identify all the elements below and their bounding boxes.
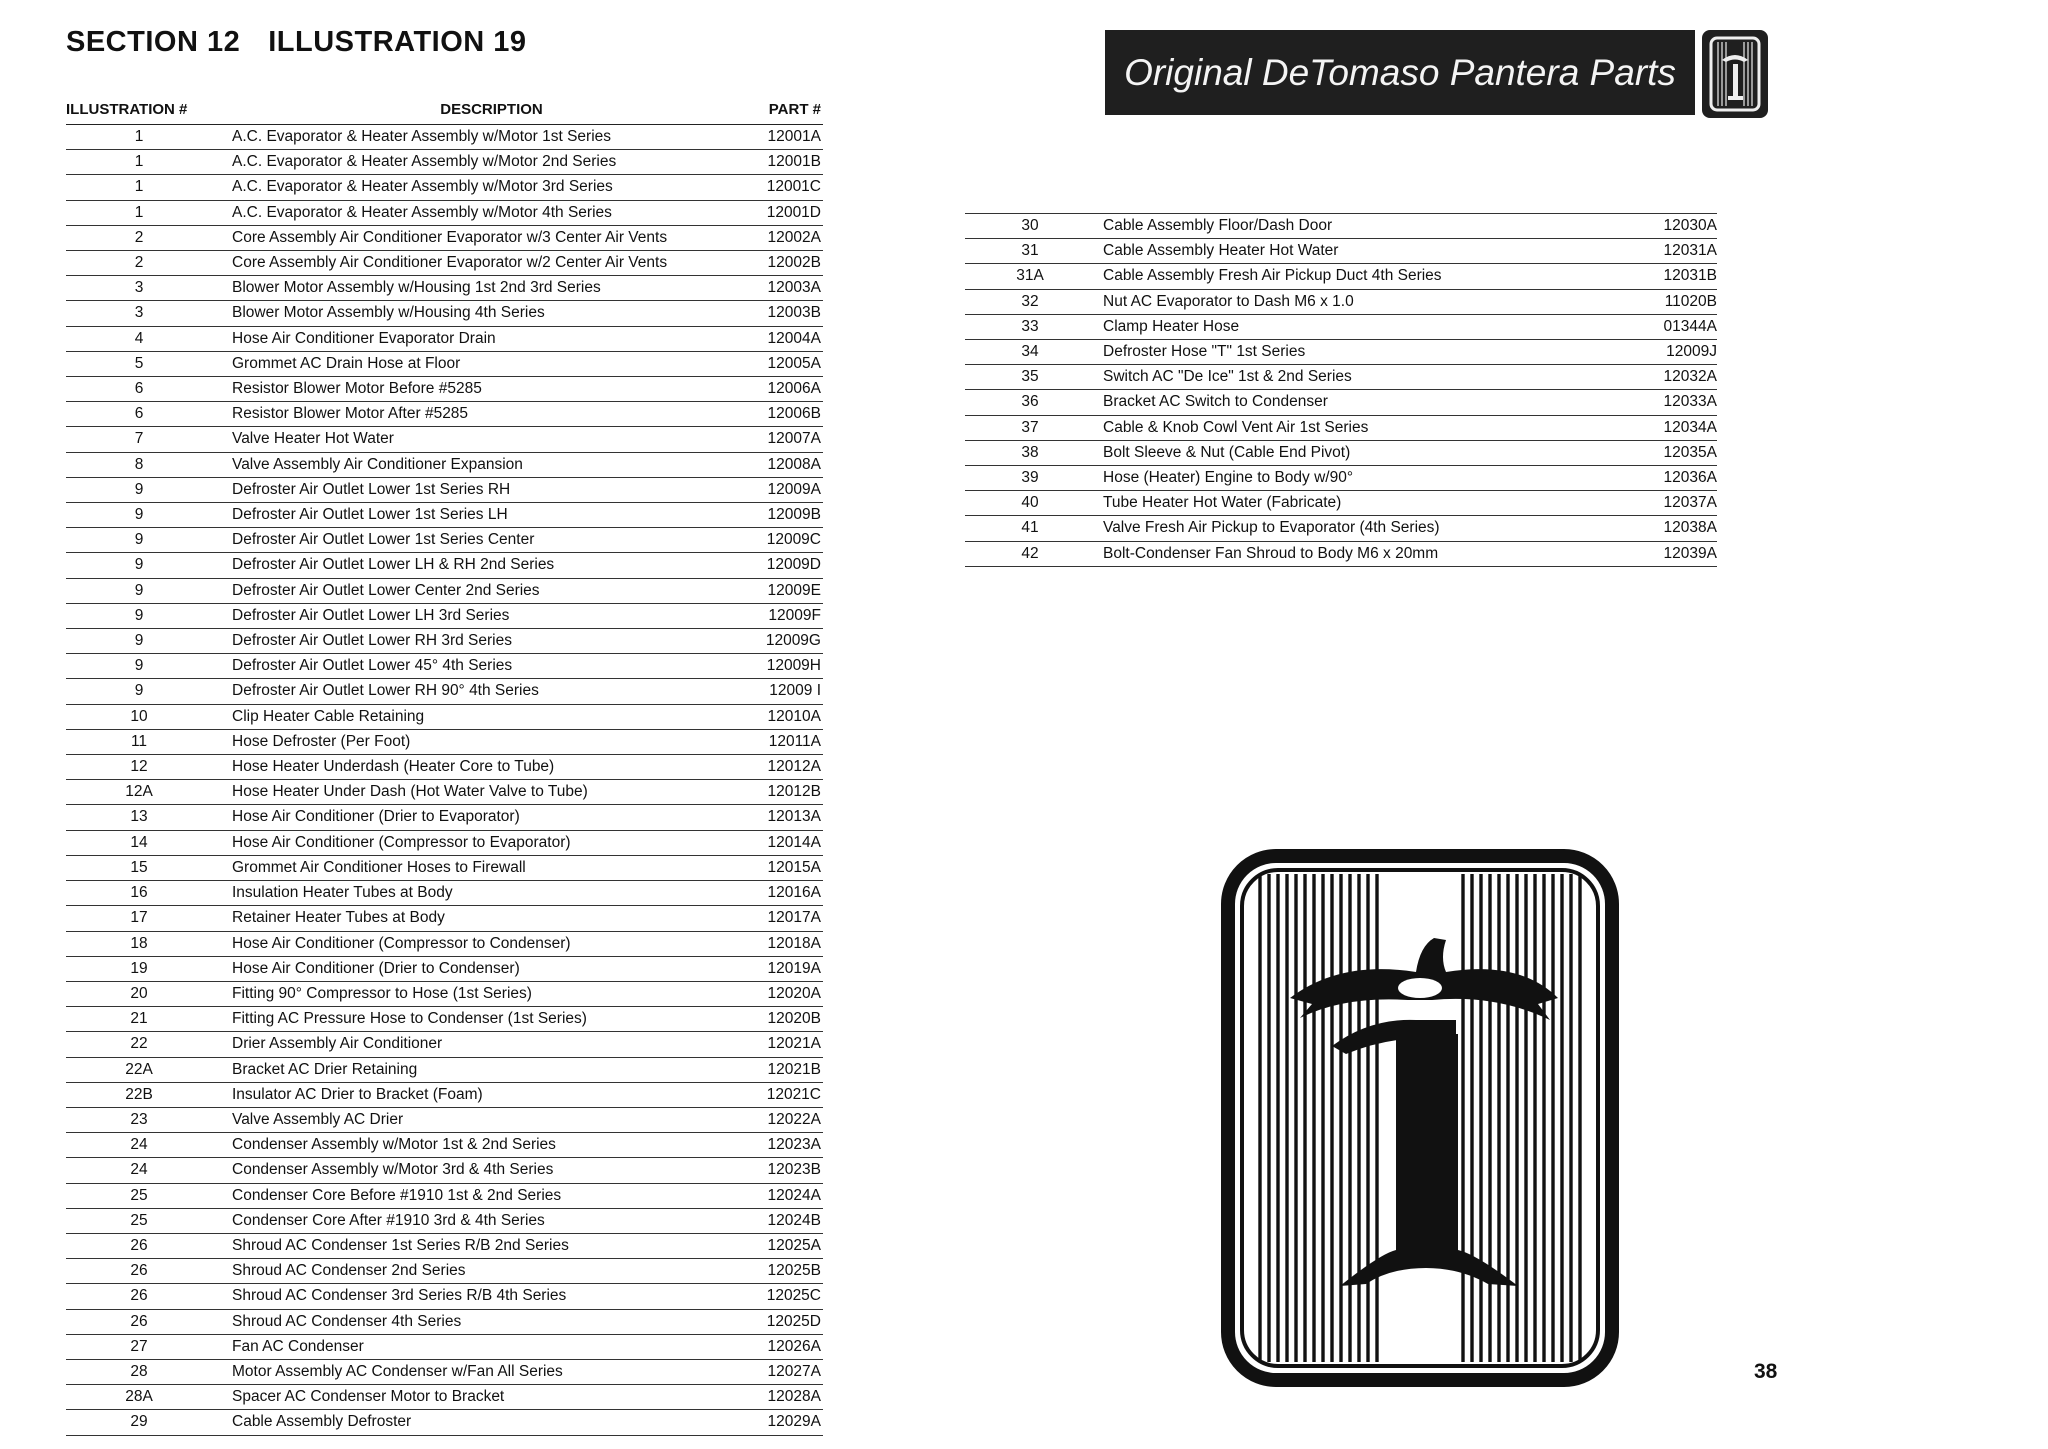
part-description: Grommet Air Conditioner Hoses to Firewall [226,855,757,880]
table-row [66,679,823,704]
part-number: 12002A [757,225,823,250]
illustration-number: 1 [66,125,226,150]
detomaso-emblem-icon [1702,30,1768,118]
table-row [66,755,823,780]
table-row [66,1107,823,1132]
table-row [66,1284,823,1309]
table-row [66,830,823,855]
part-number: 12009D [757,553,823,578]
part-description: Defroster Hose "T" 1st Series [1095,340,1653,365]
part-number: 12026A [757,1334,823,1359]
illustration-number: 9 [66,629,226,654]
part-number: 12009C [757,528,823,553]
table-row [66,629,823,654]
illustration-number: 3 [66,301,226,326]
part-number: 12030A [1653,214,1717,239]
part-number: 12032A [1653,365,1717,390]
part-number: 12037A [1653,491,1717,516]
illustration-number: 11 [66,729,226,754]
part-description: Resistor Blower Motor After #5285 [226,402,757,427]
illustration-number: 39 [965,466,1095,491]
part-description: Clip Heater Cable Retaining [226,704,757,729]
illustration-number: 31 [965,239,1095,264]
part-description: A.C. Evaporator & Heater Assembly w/Motor 4th Series [226,200,757,225]
table-row [66,855,823,880]
illustration-number: 1 [66,175,226,200]
part-description: Defroster Air Outlet Lower RH 90° 4th Series [226,679,757,704]
part-number: 12003B [757,301,823,326]
part-description: Motor Assembly AC Condenser w/Fan All Series [226,1359,757,1384]
table-row [66,553,823,578]
table-row [66,981,823,1006]
part-description: Condenser Core Before #1910 1st & 2nd Series [226,1183,757,1208]
table-row [66,1259,823,1284]
part-number: 12029A [757,1410,823,1435]
table-row [66,1007,823,1032]
part-number: 12021C [757,1082,823,1107]
part-number: 12027A [757,1359,823,1384]
illustration-number: 12 [66,755,226,780]
table-row [66,1233,823,1258]
table-row [965,340,1717,365]
part-number: 12031A [1653,239,1717,264]
part-number: 12017A [757,906,823,931]
illustration-label: ILLUSTRATION 19 [268,26,527,58]
part-description: Tube Heater Hot Water (Fabricate) [1095,491,1653,516]
illustration-number: 28A [66,1385,226,1410]
part-description: Bracket AC Drier Retaining [226,1057,757,1082]
part-description: Hose Air Conditioner (Drier to Condenser) [226,956,757,981]
illustration-number: 9 [66,553,226,578]
part-description: A.C. Evaporator & Heater Assembly w/Motor 3rd Series [226,175,757,200]
table-row [66,1183,823,1208]
table-row [66,704,823,729]
table-row [66,931,823,956]
illustration-number: 19 [66,956,226,981]
part-number: 12015A [757,855,823,880]
part-column-header: PART # [757,96,823,125]
part-description: Cable Assembly Defroster [226,1410,757,1435]
table-row [66,1359,823,1384]
table-row [965,264,1717,289]
illustration-number: 27 [66,1334,226,1359]
table-row [66,125,823,150]
illustration-number: 37 [965,415,1095,440]
table-row [965,390,1717,415]
part-number: 12025D [757,1309,823,1334]
table-row [66,503,823,528]
part-description: Valve Heater Hot Water [226,427,757,452]
table-row [66,1334,823,1359]
table-row [66,780,823,805]
part-description: Defroster Air Outlet Lower 1st Series LH [226,503,757,528]
part-description: Shroud AC Condenser 2nd Series [226,1259,757,1284]
illustration-number: 40 [965,491,1095,516]
part-number: 12013A [757,805,823,830]
part-description: Switch AC "De Ice" 1st & 2nd Series [1095,365,1653,390]
table-row [965,491,1717,516]
part-number: 12020A [757,981,823,1006]
section-label: SECTION 12 [66,26,241,58]
part-description: Bracket AC Switch to Condenser [1095,390,1653,415]
illustration-number: 12A [66,780,226,805]
part-number: 12006B [757,402,823,427]
part-number: 12038A [1653,516,1717,541]
part-description: Resistor Blower Motor Before #5285 [226,377,757,402]
part-number: 12011A [757,729,823,754]
table-row [66,351,823,376]
part-description: Bolt Sleeve & Nut (Cable End Pivot) [1095,440,1653,465]
part-number: 12001B [757,150,823,175]
part-description: Condenser Assembly w/Motor 3rd & 4th Series [226,1158,757,1183]
part-number: 12003A [757,276,823,301]
part-description: Drier Assembly Air Conditioner [226,1032,757,1057]
illustration-number: 20 [66,981,226,1006]
table-header-row [66,96,823,125]
table-row [66,1158,823,1183]
part-description: Valve Fresh Air Pickup to Evaporator (4th Series) [1095,516,1653,541]
table-row [66,251,823,276]
part-number: 12009 I [757,679,823,704]
illustration-number: 29 [66,1410,226,1435]
part-number: 12023B [757,1158,823,1183]
part-description: Condenser Assembly w/Motor 1st & 2nd Series [226,1133,757,1158]
part-number: 12014A [757,830,823,855]
illustration-number: 22B [66,1082,226,1107]
table-row [965,440,1717,465]
table-row [66,1032,823,1057]
part-description: Fan AC Condenser [226,1334,757,1359]
part-description: Blower Motor Assembly w/Housing 1st 2nd 3rd Series [226,276,757,301]
part-number: 12039A [1653,541,1717,566]
illustration-number: 34 [965,340,1095,365]
part-number: 12006A [757,377,823,402]
table-row [66,200,823,225]
illustration-number: 24 [66,1158,226,1183]
table-row [66,276,823,301]
part-number: 12016A [757,881,823,906]
part-number: 12012A [757,755,823,780]
part-description: Cable Assembly Fresh Air Pickup Duct 4th Series [1095,264,1653,289]
table-row [965,289,1717,314]
table-row [965,415,1717,440]
part-number: 12020B [757,1007,823,1032]
table-row [66,1082,823,1107]
part-description: Core Assembly Air Conditioner Evaporator w/2 Center Air Vents [226,251,757,276]
part-description: Cable Assembly Heater Hot Water [1095,239,1653,264]
part-description: Defroster Air Outlet Lower LH & RH 2nd Series [226,553,757,578]
page-number: 38 [1754,1360,1778,1383]
part-description: Valve Assembly AC Drier [226,1107,757,1132]
part-number: 12009H [757,654,823,679]
illustration-number: 7 [66,427,226,452]
illustration-number: 22 [66,1032,226,1057]
illustration-number: 3 [66,276,226,301]
part-number: 12025B [757,1259,823,1284]
illustration-number: 30 [965,214,1095,239]
table-row [66,956,823,981]
table-row [66,452,823,477]
part-number: 11020B [1653,289,1717,314]
table-row [66,528,823,553]
part-description: Defroster Air Outlet Lower RH 3rd Series [226,629,757,654]
table-row [66,1133,823,1158]
part-description: Defroster Air Outlet Lower Center 2nd Series [226,578,757,603]
illustration-number: 8 [66,452,226,477]
part-description: Retainer Heater Tubes at Body [226,906,757,931]
part-number: 12012B [757,780,823,805]
illustration-number: 18 [66,931,226,956]
part-number: 12021B [757,1057,823,1082]
part-number: 12010A [757,704,823,729]
part-description: Bolt-Condenser Fan Shroud to Body M6 x 20mm [1095,541,1653,566]
table-row [66,301,823,326]
illustration-number: 2 [66,225,226,250]
illustration-number: 10 [66,704,226,729]
part-description: Defroster Air Outlet Lower 1st Series Center [226,528,757,553]
table-row [965,516,1717,541]
part-description: Hose Heater Under Dash (Hot Water Valve to Tube) [226,780,757,805]
part-number: 12007A [757,427,823,452]
illustration-number: 24 [66,1133,226,1158]
part-description: A.C. Evaporator & Heater Assembly w/Motor 1st Series [226,125,757,150]
illustration-number: 42 [965,541,1095,566]
part-description: Shroud AC Condenser 4th Series [226,1309,757,1334]
part-number: 12034A [1653,415,1717,440]
table-row [66,225,823,250]
table-row [965,365,1717,390]
part-number: 12024A [757,1183,823,1208]
illustration-number: 26 [66,1233,226,1258]
part-description: Insulation Heater Tubes at Body [226,881,757,906]
parts-table-right [965,213,1717,567]
table-row [66,603,823,628]
part-number: 12019A [757,956,823,981]
brand-banner [1105,30,1695,115]
part-description: Hose Air Conditioner (Drier to Evaporator) [226,805,757,830]
illustration-number: 36 [965,390,1095,415]
table-row [965,541,1717,566]
part-description: Insulator AC Drier to Bracket (Foam) [226,1082,757,1107]
illustration-column-header: ILLUSTRATION # [66,96,226,125]
part-number: 12022A [757,1107,823,1132]
illustration-number: 35 [965,365,1095,390]
illustration-number: 16 [66,881,226,906]
illustration-number: 41 [965,516,1095,541]
table-row [66,805,823,830]
illustration-number: 32 [965,289,1095,314]
table-row [66,729,823,754]
illustration-number: 26 [66,1259,226,1284]
part-number: 12033A [1653,390,1717,415]
illustration-number: 14 [66,830,226,855]
illustration-number: 15 [66,855,226,880]
part-number: 12035A [1653,440,1717,465]
table-row [66,1385,823,1410]
part-description: Spacer AC Condenser Motor to Bracket [226,1385,757,1410]
illustration-number: 22A [66,1057,226,1082]
parts-table-right-body [965,214,1717,567]
part-number: 12009A [757,477,823,502]
part-number: 12009G [757,629,823,654]
parts-table-left-body [66,125,823,1436]
table-row [965,239,1717,264]
illustration-number: 9 [66,503,226,528]
illustration-number: 5 [66,351,226,376]
illustration-number: 13 [66,805,226,830]
table-row [66,175,823,200]
part-number: 12009J [1653,340,1717,365]
part-number: 12001A [757,125,823,150]
part-number: 12009B [757,503,823,528]
illustration-number: 26 [66,1309,226,1334]
table-row [965,314,1717,339]
part-number: 12021A [757,1032,823,1057]
table-row [66,1057,823,1082]
part-description: Hose Air Conditioner (Compressor to Condenser) [226,931,757,956]
part-description: Grommet AC Drain Hose at Floor [226,351,757,376]
illustration-number: 38 [965,440,1095,465]
part-description: Fitting 90° Compressor to Hose (1st Series) [226,981,757,1006]
part-number: 12009E [757,578,823,603]
part-number: 01344A [1653,314,1717,339]
part-number: 12025A [757,1233,823,1258]
part-number: 12004A [757,326,823,351]
table-row [66,881,823,906]
illustration-number: 9 [66,578,226,603]
illustration-number: 2 [66,251,226,276]
illustration-number: 4 [66,326,226,351]
detomaso-emblem-icon [1220,848,1620,1388]
part-description: Cable & Knob Cowl Vent Air 1st Series [1095,415,1653,440]
part-description: Fitting AC Pressure Hose to Condenser (1st Series) [226,1007,757,1032]
illustration-number: 9 [66,679,226,704]
part-number: 12028A [757,1385,823,1410]
table-row [66,402,823,427]
part-description: Hose Air Conditioner (Compressor to Evaporator) [226,830,757,855]
section-title [66,26,527,59]
part-description: Hose (Heater) Engine to Body w/90° [1095,466,1653,491]
brand-title: Original DeTomaso Pantera Parts [1124,51,1676,93]
part-description: Hose Heater Underdash (Heater Core to Tube) [226,755,757,780]
illustration-number: 33 [965,314,1095,339]
table-row [66,150,823,175]
illustration-number: 25 [66,1183,226,1208]
part-description: Shroud AC Condenser 3rd Series R/B 4th Series [226,1284,757,1309]
part-description: Nut AC Evaporator to Dash M6 x 1.0 [1095,289,1653,314]
part-description: Cable Assembly Floor/Dash Door [1095,214,1653,239]
part-number: 12001C [757,175,823,200]
illustration-number: 25 [66,1208,226,1233]
table-row [965,466,1717,491]
illustration-number: 31A [965,264,1095,289]
part-number: 12009F [757,603,823,628]
table-row [66,427,823,452]
illustration-number: 6 [66,402,226,427]
part-number: 12036A [1653,466,1717,491]
illustration-number: 9 [66,528,226,553]
table-row [66,477,823,502]
illustration-number: 26 [66,1284,226,1309]
part-description: Condenser Core After #1910 3rd & 4th Series [226,1208,757,1233]
part-number: 12025C [757,1284,823,1309]
part-description: Blower Motor Assembly w/Housing 4th Series [226,301,757,326]
part-number: 12005A [757,351,823,376]
part-description: Clamp Heater Hose [1095,314,1653,339]
table-row [66,906,823,931]
illustration-number: 1 [66,200,226,225]
illustration-number: 9 [66,477,226,502]
part-description: Shroud AC Condenser 1st Series R/B 2nd Series [226,1233,757,1258]
part-description: Core Assembly Air Conditioner Evaporator w/3 Center Air Vents [226,225,757,250]
part-number: 12023A [757,1133,823,1158]
table-row [66,1410,823,1435]
part-description: Hose Air Conditioner Evaporator Drain [226,326,757,351]
part-number: 12024B [757,1208,823,1233]
table-row [66,1309,823,1334]
part-number: 12002B [757,251,823,276]
parts-table-left [66,96,823,1436]
part-description: Defroster Air Outlet Lower 1st Series RH [226,477,757,502]
description-column-header: DESCRIPTION [226,96,757,125]
illustration-number: 17 [66,906,226,931]
table-row [965,214,1717,239]
part-description: Valve Assembly Air Conditioner Expansion [226,452,757,477]
part-description: A.C. Evaporator & Heater Assembly w/Motor 2nd Series [226,150,757,175]
illustration-number: 9 [66,654,226,679]
part-number: 12001D [757,200,823,225]
illustration-number: 23 [66,1107,226,1132]
part-number: 12018A [757,931,823,956]
table-row [66,1208,823,1233]
table-row [66,654,823,679]
table-row [66,377,823,402]
illustration-number: 21 [66,1007,226,1032]
part-number: 12008A [757,452,823,477]
illustration-number: 9 [66,603,226,628]
table-row [66,578,823,603]
part-description: Hose Defroster (Per Foot) [226,729,757,754]
illustration-number: 1 [66,150,226,175]
illustration-number: 6 [66,377,226,402]
table-row [66,326,823,351]
illustration-number: 28 [66,1359,226,1384]
part-description: Defroster Air Outlet Lower LH 3rd Series [226,603,757,628]
part-description: Defroster Air Outlet Lower 45° 4th Series [226,654,757,679]
part-number: 12031B [1653,264,1717,289]
